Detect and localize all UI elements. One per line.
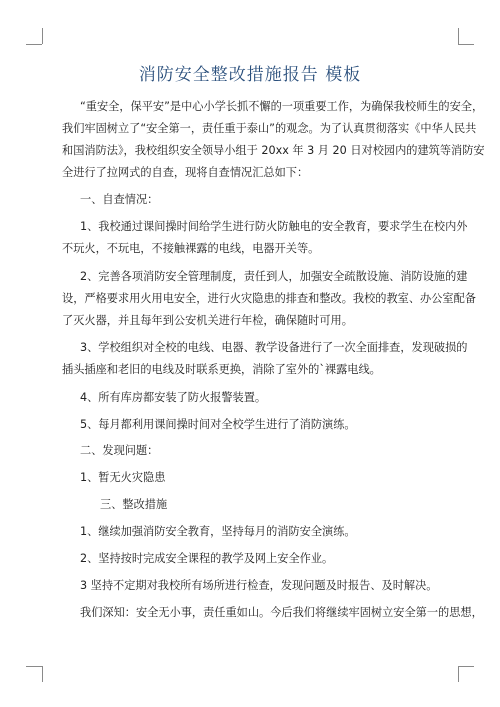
paragraph-line: 不玩火，不玩电，不接触裸露的电线，电器开关等。 bbox=[62, 242, 320, 255]
crop-mark-top-right-h bbox=[458, 44, 474, 45]
paragraph-line: 和国消防法》，我校组织安全领导小组于 20xx 年 3 月 20 日对校园内的建筑等消防安 bbox=[62, 144, 485, 157]
section-heading: 二、发现问题： bbox=[80, 444, 159, 457]
paragraph-line: 插头插座和老旧的电线及时联系更换，消除了室外的`裸露电线。 bbox=[62, 363, 381, 376]
crop-mark-bottom-left-v bbox=[42, 666, 43, 682]
paragraph-line: 我们牢固树立了“安全第一，责任重于泰山”的观念。为了认真贯彻落实《中华人民共 bbox=[62, 122, 477, 135]
paragraph-line: 2、坚持按时完成安全课程的教学及网上安全作业。 bbox=[80, 552, 334, 565]
paragraph-line: 全进行了拉网式的自查，现将自查情况汇总如下： bbox=[62, 166, 309, 179]
paragraph-line: 1、我校通过课间操时间给学生进行防火防触电的安全教育，要求学生在校内外 bbox=[80, 220, 468, 233]
paragraph-line: 1、暂无火灾隐患 bbox=[80, 471, 166, 484]
paragraph-line: 了灭火器，并且每年到公安机关进行年检，确保随时可用。 bbox=[62, 314, 353, 327]
paragraph-line: 我们深知：安全无小事，责任重如山。今后我们将继续牢固树立安全第一的思想， bbox=[80, 606, 483, 619]
crop-mark-top-right-v bbox=[458, 28, 459, 44]
document-title: 消防安全整改措施报告 模板 bbox=[138, 65, 362, 85]
crop-mark-bottom-right-h bbox=[458, 666, 474, 667]
crop-mark-bottom-left-h bbox=[26, 666, 42, 667]
paragraph-line: 3 坚持不定期对我校所有场所进行检查，发现问题及时报告、及时解决。 bbox=[80, 579, 438, 592]
paragraph-line: “重安全，保平安”是中心小学长抓不懈的一项重要工作，为确保我校师生的安全， bbox=[80, 100, 484, 113]
section-heading: 三、整改措施 bbox=[100, 498, 168, 511]
crop-mark-top-left-h bbox=[26, 44, 42, 45]
paragraph-line: 设，严格要求用火用电安全，进行火灾隐患的排查和整改。我校的教室、办公室配备 bbox=[62, 292, 476, 305]
crop-mark-bottom-right-v bbox=[458, 666, 459, 682]
paragraph-line: 4、所有库房都安装了防火报警装置。 bbox=[80, 391, 267, 404]
section-heading: 一、自查情况： bbox=[80, 193, 159, 206]
crop-mark-top-left-v bbox=[42, 28, 43, 44]
paragraph-line: 5、每月都利用课间操时间对全校学生进行了消防演练。 bbox=[80, 418, 356, 431]
paragraph-line: 2、完善各项消防安全管理制度，责任到人，加强安全疏散设施、消防设施的建 bbox=[80, 270, 468, 283]
paragraph-line: 3、学校组织对全校的电线、电器、教学设备进行了一次全面排查，发现破损的 bbox=[80, 341, 468, 354]
paragraph-line: 1、继续加强消防安全教育，坚持每月的消防安全演练。 bbox=[80, 525, 356, 538]
